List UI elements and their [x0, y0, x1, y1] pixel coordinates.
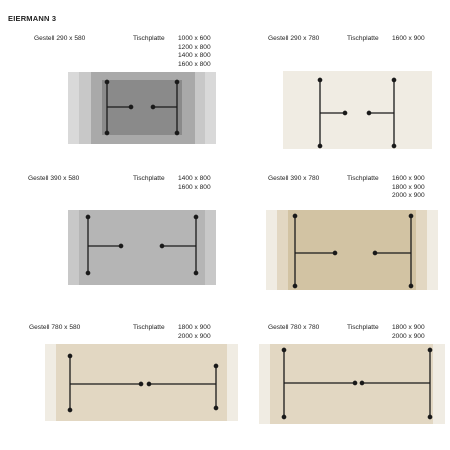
tabletop-outline: [283, 71, 432, 149]
tischplatte-label: Tischplatte: [133, 175, 165, 182]
size-item: 1200 x 800: [178, 43, 211, 51]
size-item: 1400 x 800: [178, 52, 211, 60]
gestell-label: Gestell 290 x 780: [268, 35, 320, 42]
table-diagram-2: [283, 71, 432, 149]
size-item: 1600 x 900: [392, 175, 425, 182]
size-item: 1800 x 900: [392, 183, 425, 191]
size-item: 2000 x 900: [178, 332, 211, 340]
size-item: 1600 x 900: [392, 35, 425, 42]
gestell-label: Gestell 780 x 580: [29, 324, 81, 331]
gestell-label: Gestell 780 x 780: [268, 324, 320, 331]
tischplatte-label: Tischplatte: [347, 324, 379, 331]
size-item: 1000 x 600: [178, 35, 211, 42]
table-diagram-4: [266, 210, 438, 290]
size-item: 1800 x 900: [178, 324, 211, 331]
tischplatte-label: Tischplatte: [347, 35, 379, 42]
size-item: 1600 x 800: [178, 60, 211, 68]
table-diagram-5: [45, 344, 238, 421]
gestell-label: Gestell 290 x 580: [34, 35, 86, 42]
size-item: 2000 x 900: [392, 332, 425, 340]
table-diagram-6: [259, 344, 445, 424]
tischplatte-label: Tischplatte: [347, 175, 379, 182]
size-item: 1400 x 800: [178, 175, 211, 182]
tabletop-outline: [288, 210, 416, 290]
table-diagram-3: [68, 210, 216, 285]
page-title: EIERMANN 3: [8, 14, 57, 23]
size-item: 2000 x 900: [392, 192, 425, 200]
tabletop-outline: [79, 210, 205, 285]
table-diagram-1: [68, 72, 216, 144]
gestell-label: Gestell 390 x 780: [268, 175, 320, 182]
tabletop-outline: [270, 344, 433, 424]
size-item: 1600 x 800: [178, 183, 211, 191]
size-item: 1800 x 900: [392, 324, 425, 331]
gestell-label: Gestell 390 x 580: [28, 175, 80, 182]
tischplatte-label: Tischplatte: [133, 324, 165, 331]
tischplatte-label: Tischplatte: [133, 35, 165, 42]
